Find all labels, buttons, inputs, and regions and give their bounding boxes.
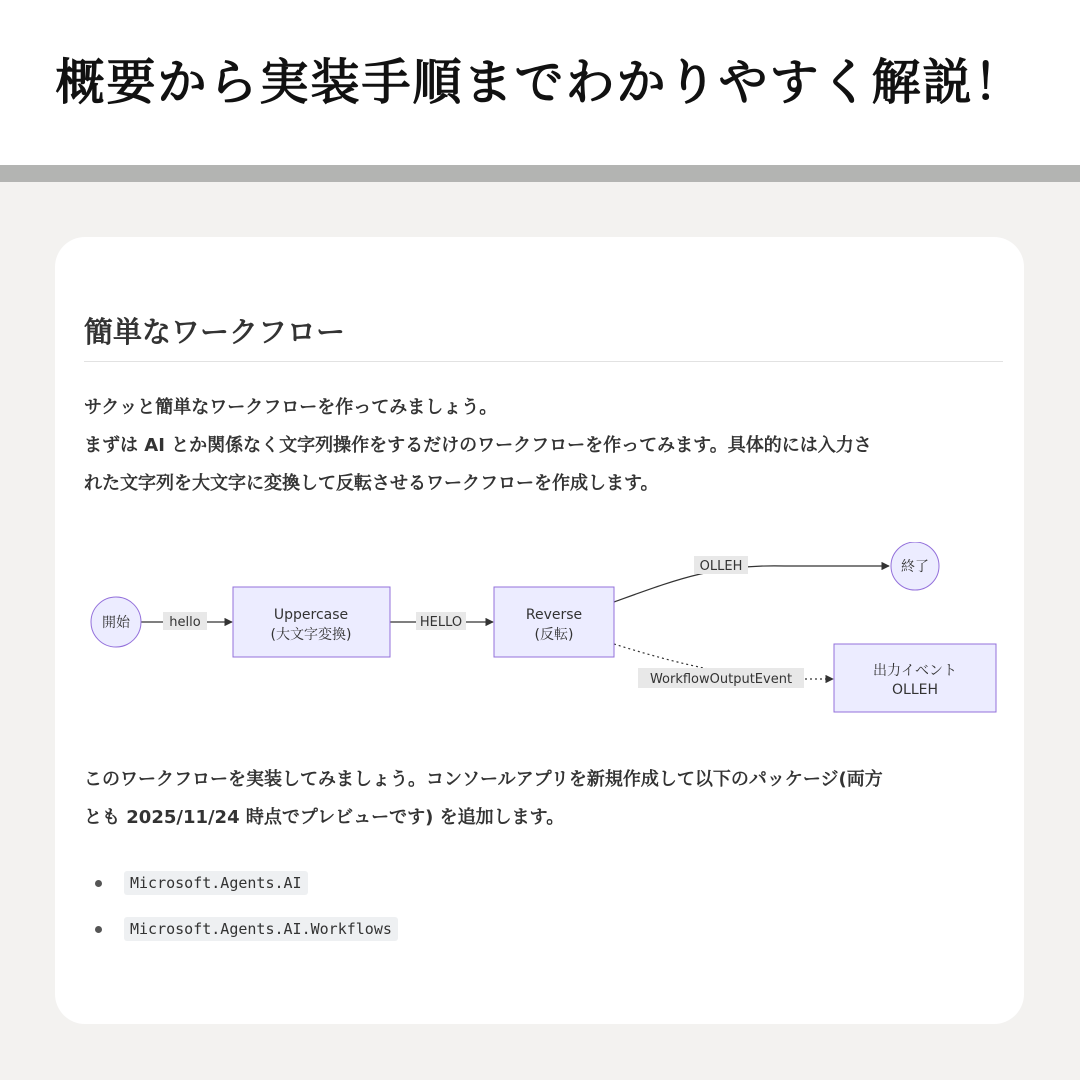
header bbox=[0, 0, 1080, 165]
node-output-title: 出力イベント bbox=[873, 663, 957, 679]
header-title: 概要から実装手順までわかりやすく解説！ bbox=[55, 53, 1025, 111]
package-name: Microsoft.Agents.AI bbox=[124, 871, 308, 895]
edge-label-event: WorkflowOutputEvent bbox=[649, 672, 793, 687]
edge-label-HELLO: HELLO bbox=[419, 615, 463, 630]
intro-line-2: まずは AI とか関係なく文字列操作をするだけのワークフローを作ってみます。具体的には入力さ bbox=[84, 435, 872, 456]
content-card bbox=[55, 237, 1024, 1024]
node-reverse-title: Reverse bbox=[525, 607, 583, 623]
node-reverse-sub: (反転) bbox=[534, 627, 574, 643]
intro-paragraph bbox=[84, 389, 1009, 503]
edge-label-hello: hello bbox=[169, 615, 201, 630]
node-uppercase-sub: (大文字変換) bbox=[270, 627, 352, 643]
bullet-dot bbox=[95, 880, 102, 887]
list-item bbox=[95, 870, 398, 896]
intro-line-1: サクッと簡単なワークフローを作ってみましょう。 bbox=[84, 397, 498, 418]
implementation-paragraph bbox=[84, 761, 1009, 837]
node-end-label: 終了 bbox=[901, 559, 929, 575]
section-title: 簡単なワークフロー bbox=[84, 315, 346, 349]
node-start-label: 開始 bbox=[102, 615, 130, 631]
node-output-sub: OLLEH bbox=[892, 682, 938, 698]
divider-bar bbox=[0, 165, 1080, 182]
edge-label-olleh: OLLEH bbox=[699, 559, 743, 574]
edge-reverse-end bbox=[614, 566, 889, 602]
package-name: Microsoft.Agents.AI.Workflows bbox=[124, 917, 398, 941]
intro-line-3: れた文字列を大文字に変換して反転させるワークフローを作成します。 bbox=[84, 473, 659, 494]
package-list bbox=[95, 870, 398, 962]
section-rule bbox=[84, 361, 1003, 362]
body2-line-1: このワークフローを実装してみましょう。コンソールアプリを新規作成して以下のパッケージ(両方 bbox=[84, 769, 883, 790]
body2-line-2: とも 2025/11/24 時点でプレビューです) を追加します。 bbox=[84, 807, 565, 828]
node-uppercase-title: Uppercase bbox=[273, 607, 349, 623]
list-item bbox=[95, 916, 398, 942]
bullet-dot bbox=[95, 926, 102, 933]
workflow-diagram bbox=[85, 542, 1010, 727]
